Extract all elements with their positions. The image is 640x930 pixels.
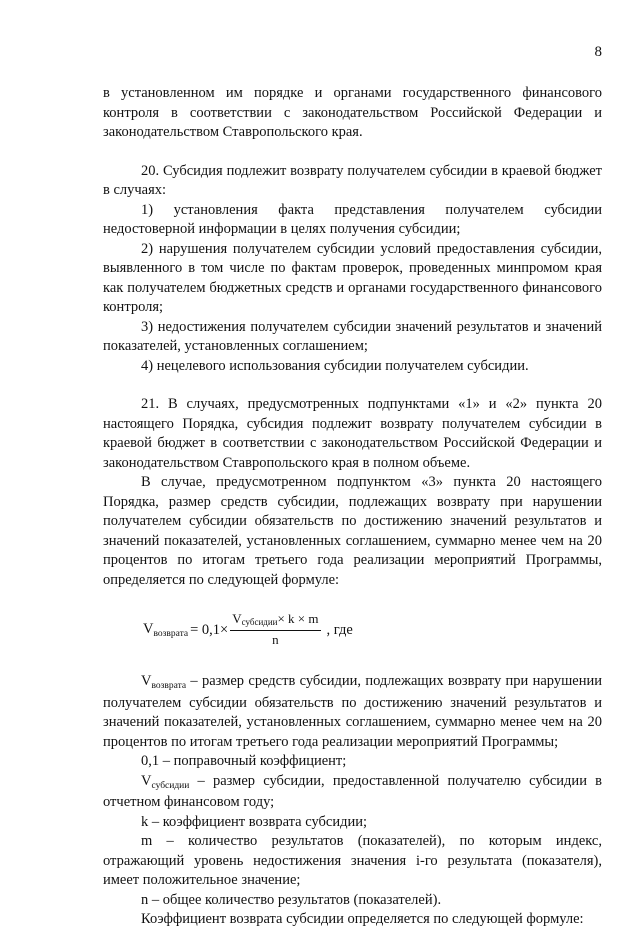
formula-lhs: $V_{возврата}$ — [143, 621, 189, 640]
refund-formula — [143, 608, 602, 654]
formula-coefficient: = 0,1× — [190, 622, 229, 639]
section-20-item-1: 1) установления факта представления получателем субсидии недостоверной информации в целях получения субсидии; — [103, 201, 602, 237]
section-20-item-2: 2) нарушения получателем субсидии условий предоставления субсидии, выявленного в том числе по фактам проверок, проведенных минпромом края как получателем бюджетных средств и органами государственного финансового контроля; — [103, 240, 602, 315]
definition-correction-coefficient: 0,1 – поправочный коэффициент; — [141, 753, 347, 769]
formula-numerator: Vсубсидии× k × m — [230, 610, 320, 631]
section-20-item-3: 3) недостижения получателем субсидии значений результатов и значений показателей, установленных соглашением; — [103, 318, 602, 354]
definition-k: k – коэффициент возврата субсидии; — [141, 813, 368, 830]
formula-denominator: n — [272, 631, 279, 647]
intro-continuation: в установленном им порядке и органами государственного финансового контроля в соответствии с законодательством Российской Федерации и законодательством Ставропольского края. — [103, 85, 602, 140]
definition-n: n – общее количество результатов (показателей). — [141, 891, 442, 908]
section-20-item-4: 4) нецелевого использования субсидии получателем субсидии. — [141, 357, 529, 374]
document-body — [103, 84, 602, 930]
definition-m: m – количество результатов (показателей), по которым индекс, отражающий уровень недостижения значения i-го результата (показателя), имеет положительное значение; — [103, 833, 602, 888]
section-21-paragraph-1: 21. В случаях, предусмотренных подпунктами «1» и «2» пункта 20 настоящего Порядка, субсидия подлежит возврату получателем субсидии в краевой бюджет в соответствии с законодательством Российской Федерации и законодательством Ставропольского края в полном объеме. — [103, 396, 602, 471]
page-number: 8 — [594, 44, 602, 60]
closing-line: Коэффициент возврата субсидии определяется по следующей формуле: — [141, 911, 584, 927]
definition-v-refund: $V_{возврата}$ – размер средств субсидии, подлежащих возврату при нарушении получателем субсидии обязательств по достижению значений результатов и значений показателей, установленных соглашением, суммарно менее чем на 20 процентов по итогам третьего года реализации мероприятий Программы; — [103, 673, 602, 750]
section-21-paragraph-2: В случае, предусмотренном подпунктом «3» пункта 20 настоящего Порядка, размер средств субсидии, подлежащих возврату при нарушении получателем субсидии обязательств по достижению значений результатов и значений показателей, установленных соглашением, суммарно менее чем на 20 процентов по итогам третьего года реализации мероприятий Программы, определяется по следующей формуле: — [103, 474, 602, 588]
section-20-heading: 20. Субсидия подлежит возврату получателем субсидии в краевой бюджет в случаях: — [103, 162, 602, 198]
formula-fraction — [230, 610, 320, 649]
definition-v-subsidy: $V_{субсидии}$ – размер субсидии, предоставленной получателю субсидии в отчетном финансовом году; — [103, 772, 602, 810]
formula-suffix: , где — [326, 622, 353, 639]
